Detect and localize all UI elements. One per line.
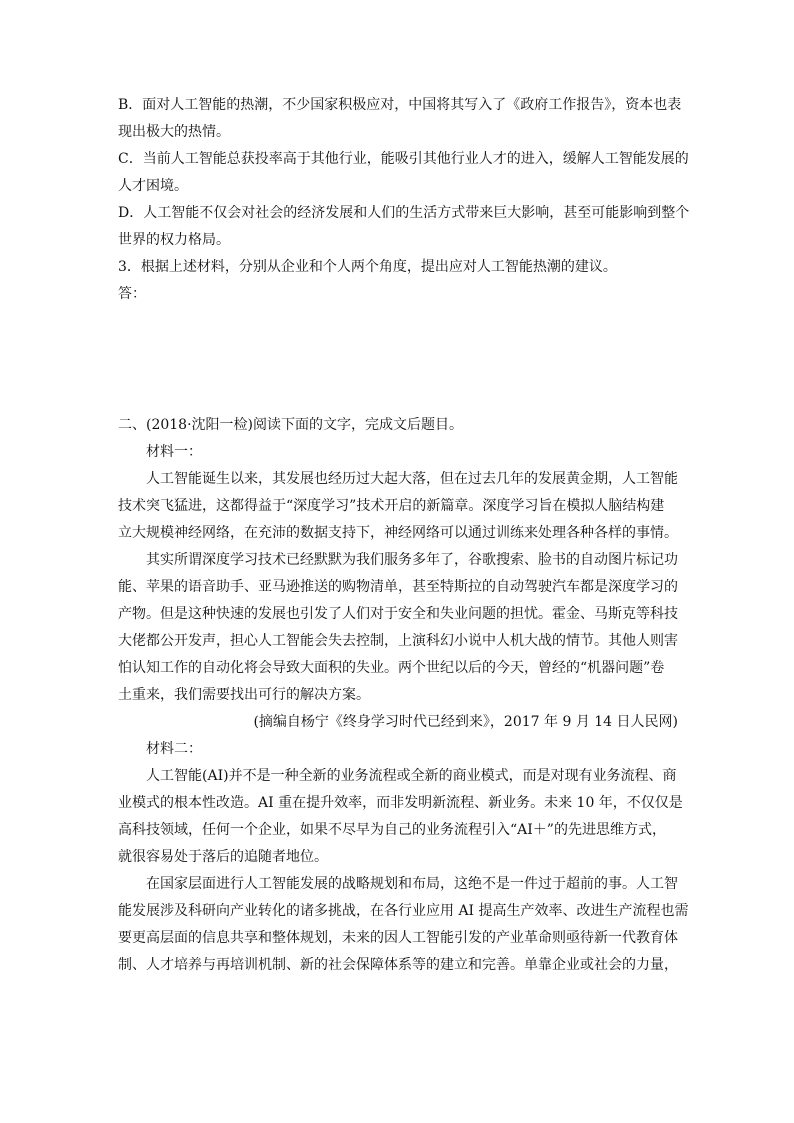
option-c-line-1: C．当前人工智能总获投率高于其他行业，能吸引其他行业人才的进入，缓解人工智能发展的 — [118, 151, 689, 167]
paragraph-line: 能、苹果的语音助手、亚马逊推送的购物清单，甚至特斯拉的自动驾驶汽车都是深度学习的 — [118, 579, 678, 595]
paragraph-line: 在国家层面进行人工智能发展的战略规划和布局，这绝不是一件过于超前的事。人工智 — [146, 876, 678, 892]
paragraph-line: 人工智能诞生以来，其发展也经历过大起大落，但在过去几年的发展黄金期，人工智能 — [146, 471, 678, 487]
material-1-source: (摘编自杨宁《终身学习时代已经到来》，2017 年 9 月 14 日人民网) — [253, 714, 678, 730]
option-c-line-2: 人才困境。 — [118, 178, 188, 194]
answer-label: 答： — [118, 286, 146, 302]
paragraph-line: 制、人才培养与再培训机制、新的社会保障体系等的建立和完善。单靠企业或社会的力量， — [118, 957, 678, 973]
option-b-line-1: B．面对人工智能的热潮，不少国家积极应对，中国将其写入了《政府工作报告》，资本也表 — [118, 97, 682, 113]
paragraph-line: 立大规模神经网络，在充沛的数据支持下，神经网络可以通过训练来处理各种各样的事情。 — [118, 525, 678, 541]
paragraph-line: 技术突飞猛进，这都得益于“深度学习”技术开启的新篇章。深度学习旨在模拟人脑结构建 — [118, 498, 665, 514]
question-3: 3．根据上述材料，分别从企业和个人两个角度，提出应对人工智能热潮的建议。 — [118, 259, 617, 275]
paragraph-line: 要更高层面的信息共享和整体规划，未来的因人工智能引发的产业革命则亟待新一代教育体 — [118, 930, 678, 946]
section-heading: 二、(2018·沈阳一检)阅读下面的文字，完成文后题目。 — [118, 417, 464, 433]
paragraph-line: 高科技领域，任何一个企业，如果不尽早为自己的业务流程引入“AI＋”的先进思维方式， — [118, 822, 666, 838]
option-d-line-2: 世界的权力格局。 — [118, 232, 230, 248]
paragraph-line: 大佬都公开发声，担心人工智能会失去控制，上演科幻小说中人机大战的情节。其他人则害 — [118, 633, 678, 649]
material-2-label: 材料二： — [146, 741, 202, 757]
option-b-line-2: 现出极大的热情。 — [118, 124, 230, 140]
paragraph-line: 业模式的根本性改造。AI 重在提升效率，而非发明新流程、新业务。未来 10 年，不仅仅是 — [118, 795, 683, 811]
paragraph-line: 产物。但是这种快速的发展也引发了人们对于安全和失业问题的担忧。霍金、马斯克等科技 — [118, 606, 678, 622]
answer-space — [118, 308, 678, 412]
paragraph-line: 土重来，我们需要找出可行的解决方案。 — [118, 687, 370, 703]
document-page — [118, 92, 690, 979]
paragraph-line: 能发展涉及科研向产业转化的诸多挑战，在各行业应用 AI 提高生产效率、改进生产流程也需 — [118, 903, 689, 919]
paragraph-line: 怕认知工作的自动化将会导致大面积的失业。两个世纪以后的今天，曾经的“机器问题”卷 — [118, 660, 665, 676]
paragraph-line: 人工智能(AI)并不是一种全新的业务流程或全新的商业模式，而是对现有业务流程、商 — [146, 768, 677, 784]
material-1-label: 材料一： — [146, 444, 202, 460]
paragraph-line: 其实所谓深度学习技术已经默默为我们服务多年了，谷歌搜索、脸书的自动图片标记功 — [146, 552, 678, 568]
paragraph-line: 就很容易处于落后的追随者地位。 — [118, 849, 328, 865]
option-d-line-1: D．人工智能不仅会对社会的经济发展和人们的生活方式带来巨大影响，甚至可能影响到整个 — [118, 205, 690, 221]
